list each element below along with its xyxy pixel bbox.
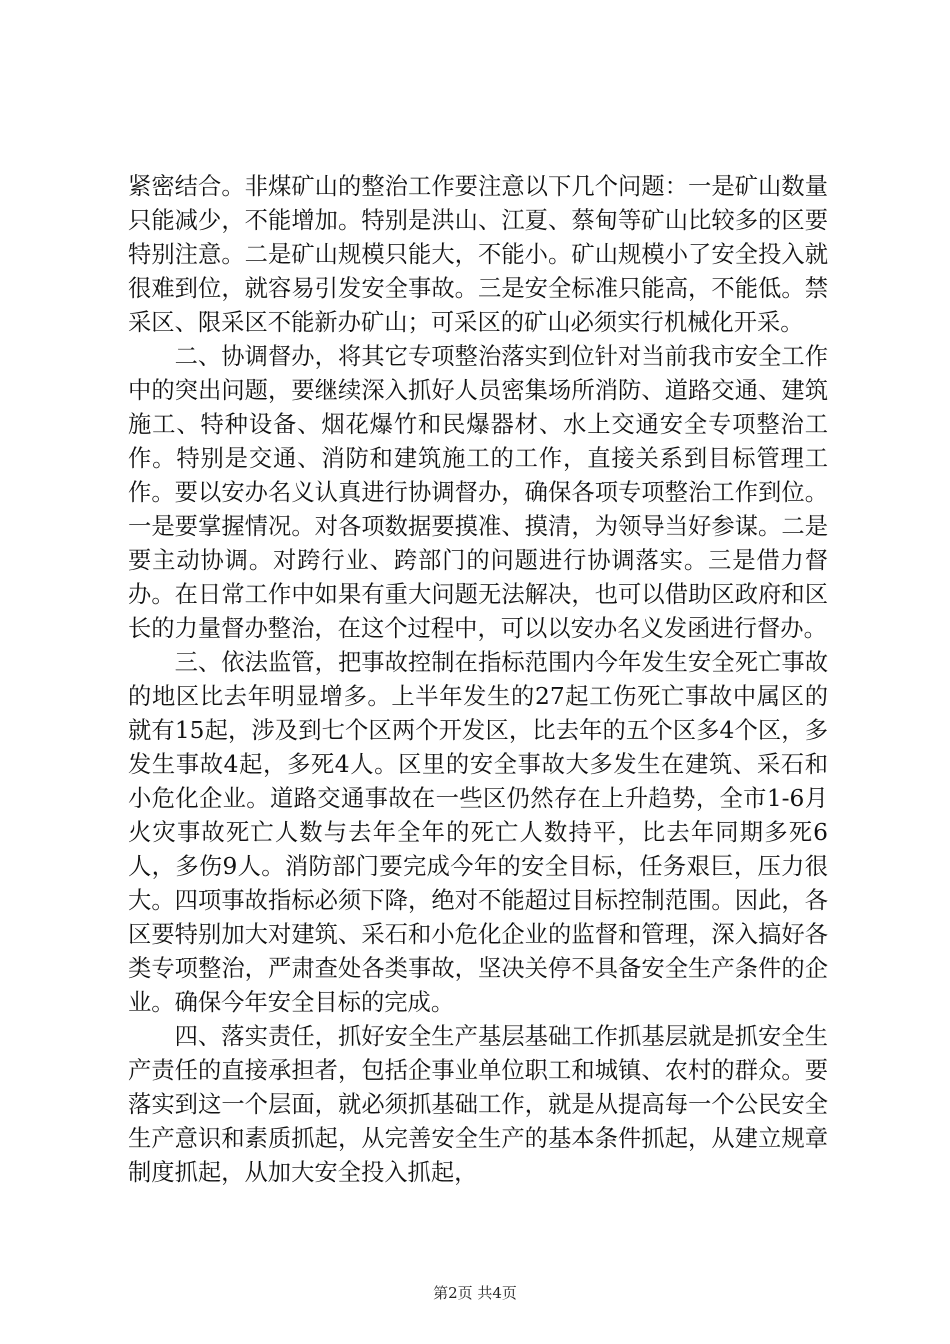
paragraph-2: 二、协调督办，将其它专项整治落实到位针对当前我市安全工作中的突出问题，要继续深入抓好人员密集场所消防、道路交通、建筑施工、特种设备、烟花爆竹和民爆器材、水上交通安全专项整治工作。特别是交通、消防和建筑施工的工作，直接关系到目标管理工作。要以安办名义认真进行协调督办，确保各项专项整治工作到位。一是要掌握情况。对各项数据要摸准、摸清，为领导当好参谋。二是要主动协调。对跨行业、跨部门的问题进行协调落实。三是借力督办。在日常工作中如果有重大问题无法解决，也可以借助区政府和区长的力量督办整治，在这个过程中，可以以安办名义发函进行督办。 [128,343,828,642]
paragraph-1: 紧密结合。非煤矿山的整治工作要注意以下几个问题：一是矿山数量只能减少，不能增加。特别是洪山、江夏、蔡甸等矿山比较多的区要特别注意。二是矿山规模只能大，不能小。矿山规模小了安全投入就很难到位，就容易引发安全事故。三是安全标准只能高，不能低。禁采区、限采区不能新办矿山；可采区的矿山必须实行机械化开采。 [128,173,828,336]
document-body [128,170,828,1190]
paragraph-3: 三、依法监管，把事故控制在指标范围内今年发生安全死亡事故的地区比去年明显增多。上半年发生的27起工伤死亡事故中属区的就有15起，涉及到七个区两个开发区，比去年的五个区多4个区，多发生事故4起，多死4人。区里的安全事故大多发生在建筑、采石和小危化企业。道路交通事故在一些区仍然存在上升趋势，全市1-6月火灾事故死亡人数与去年全年的死亡人数持平，比去年同期多死6人，多伤9人。消防部门要完成今年的安全目标，任务艰巨，压力很大。四项事故指标必须下降，绝对不能超过目标控制范围。因此，各区要特别加大对建筑、采石和小危化企业的监督和管理，深入搞好各类专项整治，严肃查处各类事故，坚决关停不具备安全生产条件的企业。确保今年安全目标的完成。 [128,649,828,1016]
paragraph-4: 四、落实责任，抓好安全生产基层基础工作抓基层就是抓安全生产责任的直接承担者，包括企事业单位职工和城镇、农村的群众。要落实到这一个层面，就必须抓基础工作，就是从提高每一个公民安全生产意识和素质抓起，从完善安全生产的基本条件抓起，从建立规章制度抓起，从加大安全投入抓起， [128,1023,828,1186]
page-footer: 第2页 共4页 [433,1284,517,1302]
